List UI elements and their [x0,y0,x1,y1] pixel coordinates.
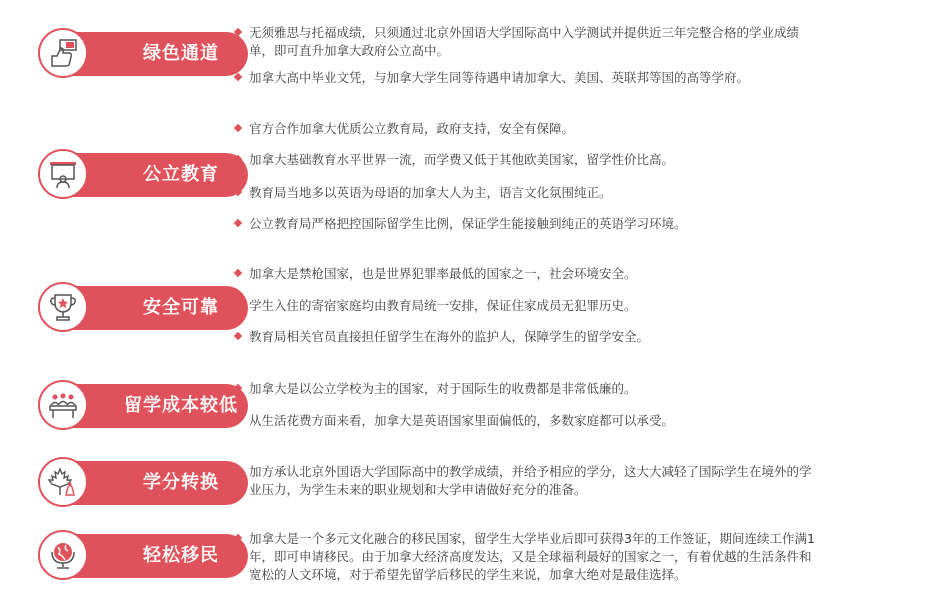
section-title: 绿色通道 [143,43,219,64]
section-pill [62,534,248,578]
bullet-item [233,120,818,138]
bullet-text: 加拿大是一个多元文化融合的移民国家，留学生大学毕业后即可获得3年的工作签证，期间连续工作满1年，即可申请移民。由于加拿大经济高度发达，又是全球福利最好的国家之一，有着优越的生活条件和宽松的人文环境，对于希望先留学后移民的学生来说，加拿大绝对是最佳选择。 [249,531,815,582]
bullet-text: 加方承认北京外国语大学国际高中的教学成绩，并给予相应的学分，这大大减轻了国际学生在境外的学业压力，为学生未来的职业规划和大学申请做好充分的准备。 [249,464,812,497]
bullet-text: 加拿大是禁枪国家，也是世界犯罪率最低的国家之一，社会环境安全。 [249,266,637,281]
diamond-bullet-icon [234,467,242,475]
diamond-bullet-icon [234,301,242,309]
bullet-text: 从生活花费方面来看，加拿大是英语国家里面偏低的，多数家庭都可以承受。 [249,413,675,428]
diamond-bullet-icon [234,534,242,542]
bullet-item [233,215,818,233]
diamond-bullet-icon [234,416,242,424]
bullet-item [233,265,818,283]
diamond-bullet-icon [234,219,242,227]
diamond-bullet-icon [234,73,242,81]
section-title: 轻松移民 [143,545,219,566]
section-title: 公立教育 [143,164,219,185]
teacher-board-icon [38,149,88,199]
bullet-text: 无须雅思与托福成绩，只须通过北京外国语大学国际高中入学测试并提供近三年完整合格的学业成绩单，即可直升加拿大政府公立高中。 [249,25,800,58]
classroom-icon [38,380,88,430]
bullet-item [233,328,818,346]
section-pill [62,32,248,76]
bullet-item [233,69,818,87]
bullet-item [233,380,818,398]
bullet-text: 官方合作加拿大优质公立教育局，政府支持，安全有保障。 [249,121,575,136]
trophy-star-icon [38,282,88,332]
bullet-item [233,151,818,169]
section-pill [62,286,248,330]
section-title: 学分转换 [143,472,219,493]
bullet-text: 教育局相关官员直接担任留学生在海外的监护人，保障学生的留学安全。 [249,329,650,344]
diamond-bullet-icon [234,188,242,196]
bullet-item [233,297,818,315]
bullet-item [233,463,818,499]
diamond-bullet-icon [234,269,242,277]
section-title: 安全可靠 [143,297,219,318]
bullet-text: 学生入住的寄宿家庭均由教育局统一安排，保证住家成员无犯罪历史。 [249,298,637,313]
bullet-text: 加拿大是以公立学校为主的国家，对于国际生的收费都是非常低廉的。 [249,381,637,396]
diamond-bullet-icon [234,124,242,132]
maple-leaf-icon [38,457,88,507]
bullet-item [233,184,818,202]
diamond-bullet-icon [234,28,242,36]
bullet-item [233,412,818,430]
diamond-bullet-icon [234,332,242,340]
bullet-item [233,24,818,60]
section-pill [62,153,248,197]
diamond-bullet-icon [234,384,242,392]
bullet-text: 公立教育局严格把控国际留学生比例，保证学生能接触到纯正的英语学习环境。 [249,216,687,231]
bullet-text: 加拿大基础教育水平世界一流，而学费又低于其他欧美国家，留学性价比高。 [249,152,675,167]
section-pill [62,461,248,505]
bullet-text: 加拿大高中毕业文凭，与加拿大学生同等待遇申请加拿大、美国、英联邦等国的高等学府。 [249,70,750,85]
section-title: 留学成本较低 [124,395,238,416]
diamond-bullet-icon [234,155,242,163]
section-pill [62,384,248,428]
bullet-item [233,530,818,584]
thumbs-up-icon [38,28,88,78]
bullet-text: 教育局当地多以英语为母语的加拿大人为主，语言文化氛围纯正。 [249,185,612,200]
globe-icon [38,530,88,580]
